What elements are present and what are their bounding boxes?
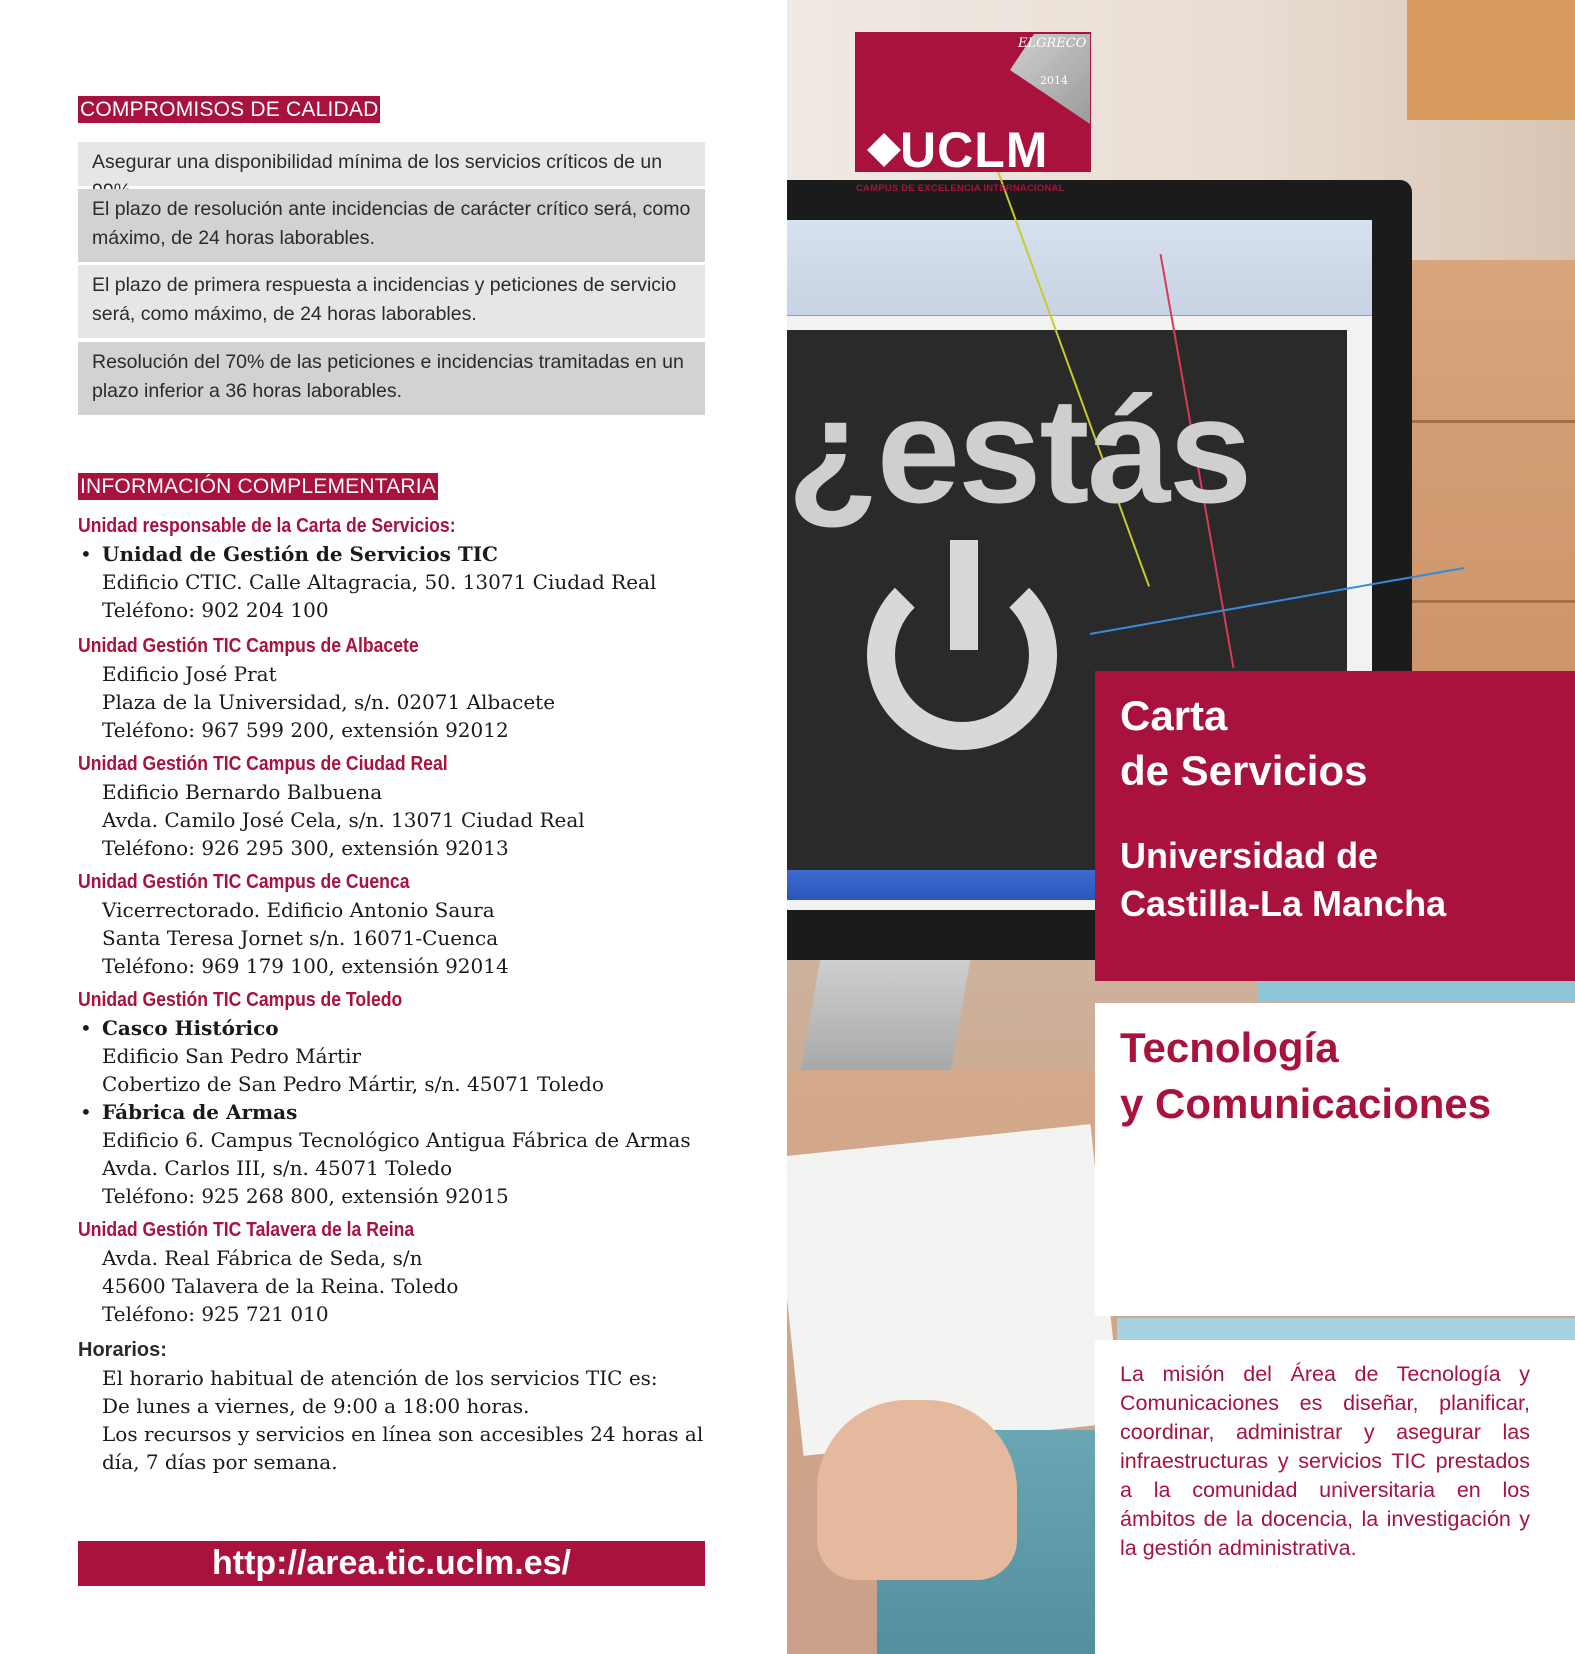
uclm-logo-subtitle: CAMPUS DE EXCELENCIA INTERNACIONAL: [856, 183, 1065, 194]
address-line: Cobertizo de San Pedro Mártir, s/n. 45071 Toledo: [102, 1072, 604, 1096]
address-line: Avda. Camilo José Cela, s/n. 13071 Ciudad Real: [102, 808, 585, 832]
talavera-title: Unidad Gestión TIC Talavera de la Reina: [78, 1219, 415, 1241]
cuenca-title: Unidad Gestión TIC Campus de Cuenca: [78, 871, 410, 893]
cover-title-line: Carta: [1120, 692, 1228, 739]
address-line: Edificio CTIC. Calle Altagracia, 50. 13071 Ciudad Real: [102, 570, 657, 594]
address-line: Avda. Carlos III, s/n. 45071 Toledo: [102, 1156, 453, 1180]
mission-text: La misión del Área de Tecnología y Comunicaciones es diseñar, planificar, coordinar, administrar y asegurar las infraestructuras y servicios TIC prestados a la comunidad universitaria en los ámbitos de la docencia, la investigación y la gestión administrativa.: [1120, 1362, 1530, 1560]
responsible-unit-name: • Unidad de Gestión de Servicios TIC: [78, 540, 718, 568]
info-heading: INFORMACIÓN COMPLEMENTARIA: [80, 475, 436, 498]
cover-title: [1120, 688, 1367, 798]
area-title-line: Tecnología: [1120, 1024, 1339, 1071]
photo-estas-text: ¿estás: [787, 366, 1251, 534]
phone-line: Teléfono: 925 268 800, extensión 92015: [102, 1184, 509, 1208]
phone-line: Teléfono: 967 599 200, extensión 92012: [102, 718, 509, 742]
toledo-casco: • Casco Histórico: [78, 1014, 718, 1042]
hours-line: De lunes a viernes, de 9:00 a 18:00 horas.: [102, 1394, 530, 1418]
toledo-title: Unidad Gestión TIC Campus de Toledo: [78, 989, 403, 1011]
toledo-fabrica: • Fábrica de Armas: [78, 1098, 718, 1126]
phone-line: Teléfono: 969 179 100, extensión 92014: [102, 954, 509, 978]
responsible-unit-title: Unidad responsable de la Carta de Servicios:: [78, 515, 456, 537]
commitment-item: Asegurar una disponibilidad mínima de los servicios críticos de un: [78, 142, 705, 186]
photo-hand: [817, 1400, 1017, 1580]
commitments-heading: COMPROMISOS DE CALIDAD: [80, 98, 379, 121]
phone-line: Teléfono: 926 295 300, extensión 92013: [102, 836, 509, 860]
address-line: Vicerrectorado. Edificio Antonio Saura: [102, 898, 495, 922]
area-title-line: y Comunicaciones: [1120, 1080, 1492, 1127]
hours-line: Los recursos y servicios en línea son accesibles 24 horas al día, 7 días por semana.: [102, 1422, 704, 1474]
hours-line: El horario habitual de atención de los servicios TIC es:: [102, 1366, 658, 1390]
address-line: Santa Teresa Jornet s/n. 16071-Cuenca: [102, 926, 499, 950]
area-title: [1120, 1020, 1491, 1132]
info-section: [78, 512, 718, 1476]
left-panel: [0, 0, 787, 1654]
address-line: Edificio Bernardo Balbuena: [102, 780, 383, 804]
photo-blue-strip: [1117, 1318, 1575, 1340]
elgreco-badge-text: ELGRECO: [1018, 36, 1087, 51]
commitment-item: El plazo de resolución ante incidencias de carácter crítico será, como máximo, de 24 horas laborables.: [78, 189, 705, 262]
phone-line: Teléfono: 925 721 010: [102, 1302, 329, 1326]
address-line: Edificio San Pedro Mártir: [102, 1044, 362, 1068]
hours-title: Horarios:: [78, 1339, 167, 1361]
uclm-logo-text: UCLM: [900, 122, 1049, 178]
albacete-title: Unidad Gestión TIC Campus de Albacete: [78, 635, 419, 657]
university-name-line: Universidad de: [1120, 835, 1379, 876]
phone-line: Teléfono: 902 204 100: [102, 598, 329, 622]
address-line: Edificio José Prat: [102, 662, 277, 686]
university-name-line: Castilla-La Mancha: [1120, 883, 1447, 924]
photo-blue-strip: [1257, 980, 1575, 1002]
commitment-item: Resolución del 70% de las peticiones e incidencias tramitadas en un plazo inferior a 36 horas laborables.: [78, 342, 705, 415]
photo-poster: [1407, 0, 1575, 120]
address-line: Edificio 6. Campus Tecnológico Antigua Fábrica de Armas: [102, 1128, 691, 1152]
power-icon-bar: [950, 540, 978, 650]
ciudadreal-title: Unidad Gestión TIC Campus de Ciudad Real: [78, 753, 448, 775]
cover-title-line: de Servicios: [1120, 747, 1368, 794]
photo-browser-toolbar: [787, 220, 1372, 316]
website-url-link[interactable]: http://area.tic.uclm.es/: [78, 1541, 705, 1586]
address-line: Avda. Real Fábrica de Seda, s/n: [102, 1246, 423, 1270]
commitment-item: El plazo de primera respuesta a incidencias y peticiones de servicio será, como máximo, de 24 horas laborables.: [78, 265, 705, 338]
elgreco-badge-year: 2014: [1040, 74, 1068, 87]
address-line: 45600 Talavera de la Reina. Toledo: [102, 1274, 459, 1298]
address-line: Plaza de la Universidad, s/n. 02071 Albacete: [102, 690, 556, 714]
university-name: [1120, 832, 1446, 928]
